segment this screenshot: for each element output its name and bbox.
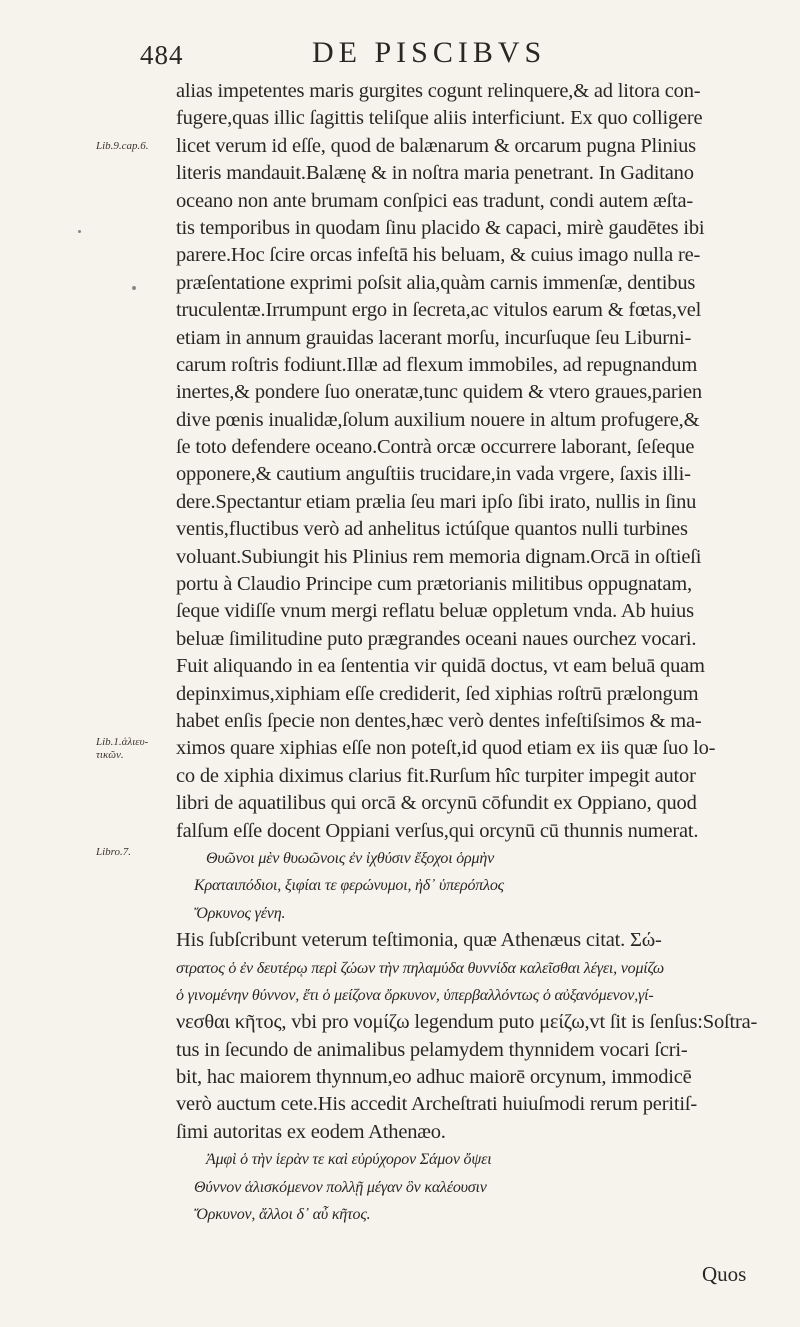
text-line: His ſubſcribunt veterum teſtimonia, quæ Athenæus citat. Σώ- [176,929,662,952]
text-line: alias impetentes maris gurgites cogunt relinquere,& ad litora con- [176,80,701,102]
text-line: dere.Spectantur etiam prælia ſeu mari ipſo ſibi irato, nullis in ſinu [176,490,697,513]
text-line: fugere,quas illic ſagittis teliſque aliis interficiunt. Ex quo colligere [176,107,703,130]
greek-verse-line: Θυῶνοι μὲν θυωῶνοις ἐν ἰχθύσιν ἔξοχοι ὁρμὴν [206,849,495,867]
text-line: præſentatione exprimi poſsit alia,quàm carnis immenſæ, dentibus [176,271,696,294]
text-line: ſeque vidiſſe vnum mergi reflatu beluæ oppletum vnda. Ab huius [176,600,694,623]
running-title: DE PISCIBVS [312,36,547,69]
text-line: opponere,& cautium anguſtiis trucidare,in vada vrgere, ſaxis illi- [176,463,691,486]
ink-speck [78,230,81,233]
text-line: carum roſtris fodiunt.Illæ ad flexum immobiles, ad repugnandum [176,353,698,376]
text-line: tis temporibus in quodam ſinu placido & capaci, mirè gaudētes ibi [176,216,705,239]
text-line: depinximus,xiphiam eſſe crediderit, ſed xiphias roſtrū prælongum [176,682,699,705]
greek-verse-line: Ἀμφὶ ὁ τὴν ἱερὰν τε καὶ εὐρύχορον Σάμον ὄψει [206,1151,492,1169]
ink-speck [132,286,136,290]
greek-verse-line: Θύννον ἁλισκόμενον πολλῇ μέγαν ὃν καλέουσιν [194,1178,487,1196]
greek-verse-line: Κραταιπόδιοι, ξιφίαι τε φερώνυμοι, ἠδ᾽ ὑπερόπλος [194,877,504,895]
margin-note: Libro.7. [96,846,132,858]
text-line: voluant.Subiungit his Plinius rem memoria dignam.Orcā in oſtieſi [176,545,702,568]
text-line: beluæ ſimilitudine puto prægrandes oceani naues ourchez vocari. [176,627,697,650]
text-line: portu à Claudio Principe cum prætorianis militibus oppugnatam, [176,573,692,596]
text-line: ſe toto defendere oceano.Contrà orcæ occurrere laborant, ſeſeque [176,436,695,459]
main-text [176,78,766,1228]
text-line: νεσθαι κῆτος, vbi pro νομίζω legendum puto μείζω,vt ſit is ſenſus:Soſtra- [176,1011,758,1034]
text-line: libri de aquatilibus qui orcā & orcynū cōfundit ex Oppiano, quod [176,792,697,815]
text-line: verò auctum cete.His accedit Archeſtrati huiuſmodi rerum peritiſ- [176,1093,697,1116]
text-line: parere.Hoc ſcire orcas infeſtā his beluam, & cuius imago nulla re- [176,244,701,267]
text-line: ventis,fluctibus verò ad anhelitus ictúſque quantos nulli turbines [176,518,688,541]
text-line: Fuit aliquando in ea ſententia vir quidā doctus, vt eam beluā quam [176,655,705,678]
text-line: truculentæ.Irrumpunt ergo in ſecreta,ac vitulos earum & fœtas,vel [176,299,702,322]
text-line: habet enſis ſpecie non dentes,hæc verò dentes infeſtiſsimos & ma- [176,709,702,732]
greek-text-line: ὁ γινομένην θύννον, ἔτι ὁ μείζονα ὄρκυνον, ὑπερβαλλόντως ὁ αὐξανόμενον,γί- [176,986,654,1004]
margin-note: Lib.1.ἁλιευ- τικῶν. [96,736,149,761]
text-line: etiam in annum grauidas lacerant morſu, incurſuque ſeu Liburni- [176,326,692,349]
text-line: inertes,& pondere ſuo oneratæ,tunc quidem & vtero graues,parien [176,381,702,404]
text-line: co de xiphia diximus clarius fit.Rurſum hîc turpiter impegit autor [176,764,696,787]
page-number: 484 [140,40,184,70]
text-line: dive pœnis inualidæ,ſolum auxilium nouere in altum profugere,& [176,408,700,431]
greek-verse-line: Ὄρκυνον, ἄλλοι δ᾽ αὖ κῆτος. [194,1206,371,1224]
catchword: Quos [702,1262,747,1286]
text-line: bit, hac maiorem thynnum,eo adhuc maiorē orcynum, immodicē [176,1066,692,1089]
text-line: oceano non ante brumam conſpici eas tradunt, condi autem æſta- [176,189,694,212]
greek-text-line: στρατος ὁ ἐν δευτέρῳ περὶ ζώων τὴν πηλαμύδα θυννίδα καλεῖσθαι λέγει, νομίζω [176,959,665,977]
text-line: ſimi autoritas ex eodem Athenæo. [176,1120,446,1143]
text-line: ximos quare xiphias eſſe non poteſt,id quod etiam ex iis quæ ſuo lo- [176,737,716,760]
text-line: tus in ſecundo de animalibus pelamydem thynnidem vocari ſcri- [176,1038,688,1061]
text-line: falſum eſſe docent Oppiani verſus,qui orcynū cū thunnis numerat. [176,819,699,842]
greek-verse-line: Ὄρκυνος γένη. [194,904,286,922]
text-line: licet verum id eſſe, quod de balænarum & orcarum pugna Plinius [176,134,696,157]
margin-note: Lib.9.cap.6. [96,140,149,152]
text-line: literis mandauit.Balænę & in noſtra maria penetrant. In Gaditano [176,162,694,185]
